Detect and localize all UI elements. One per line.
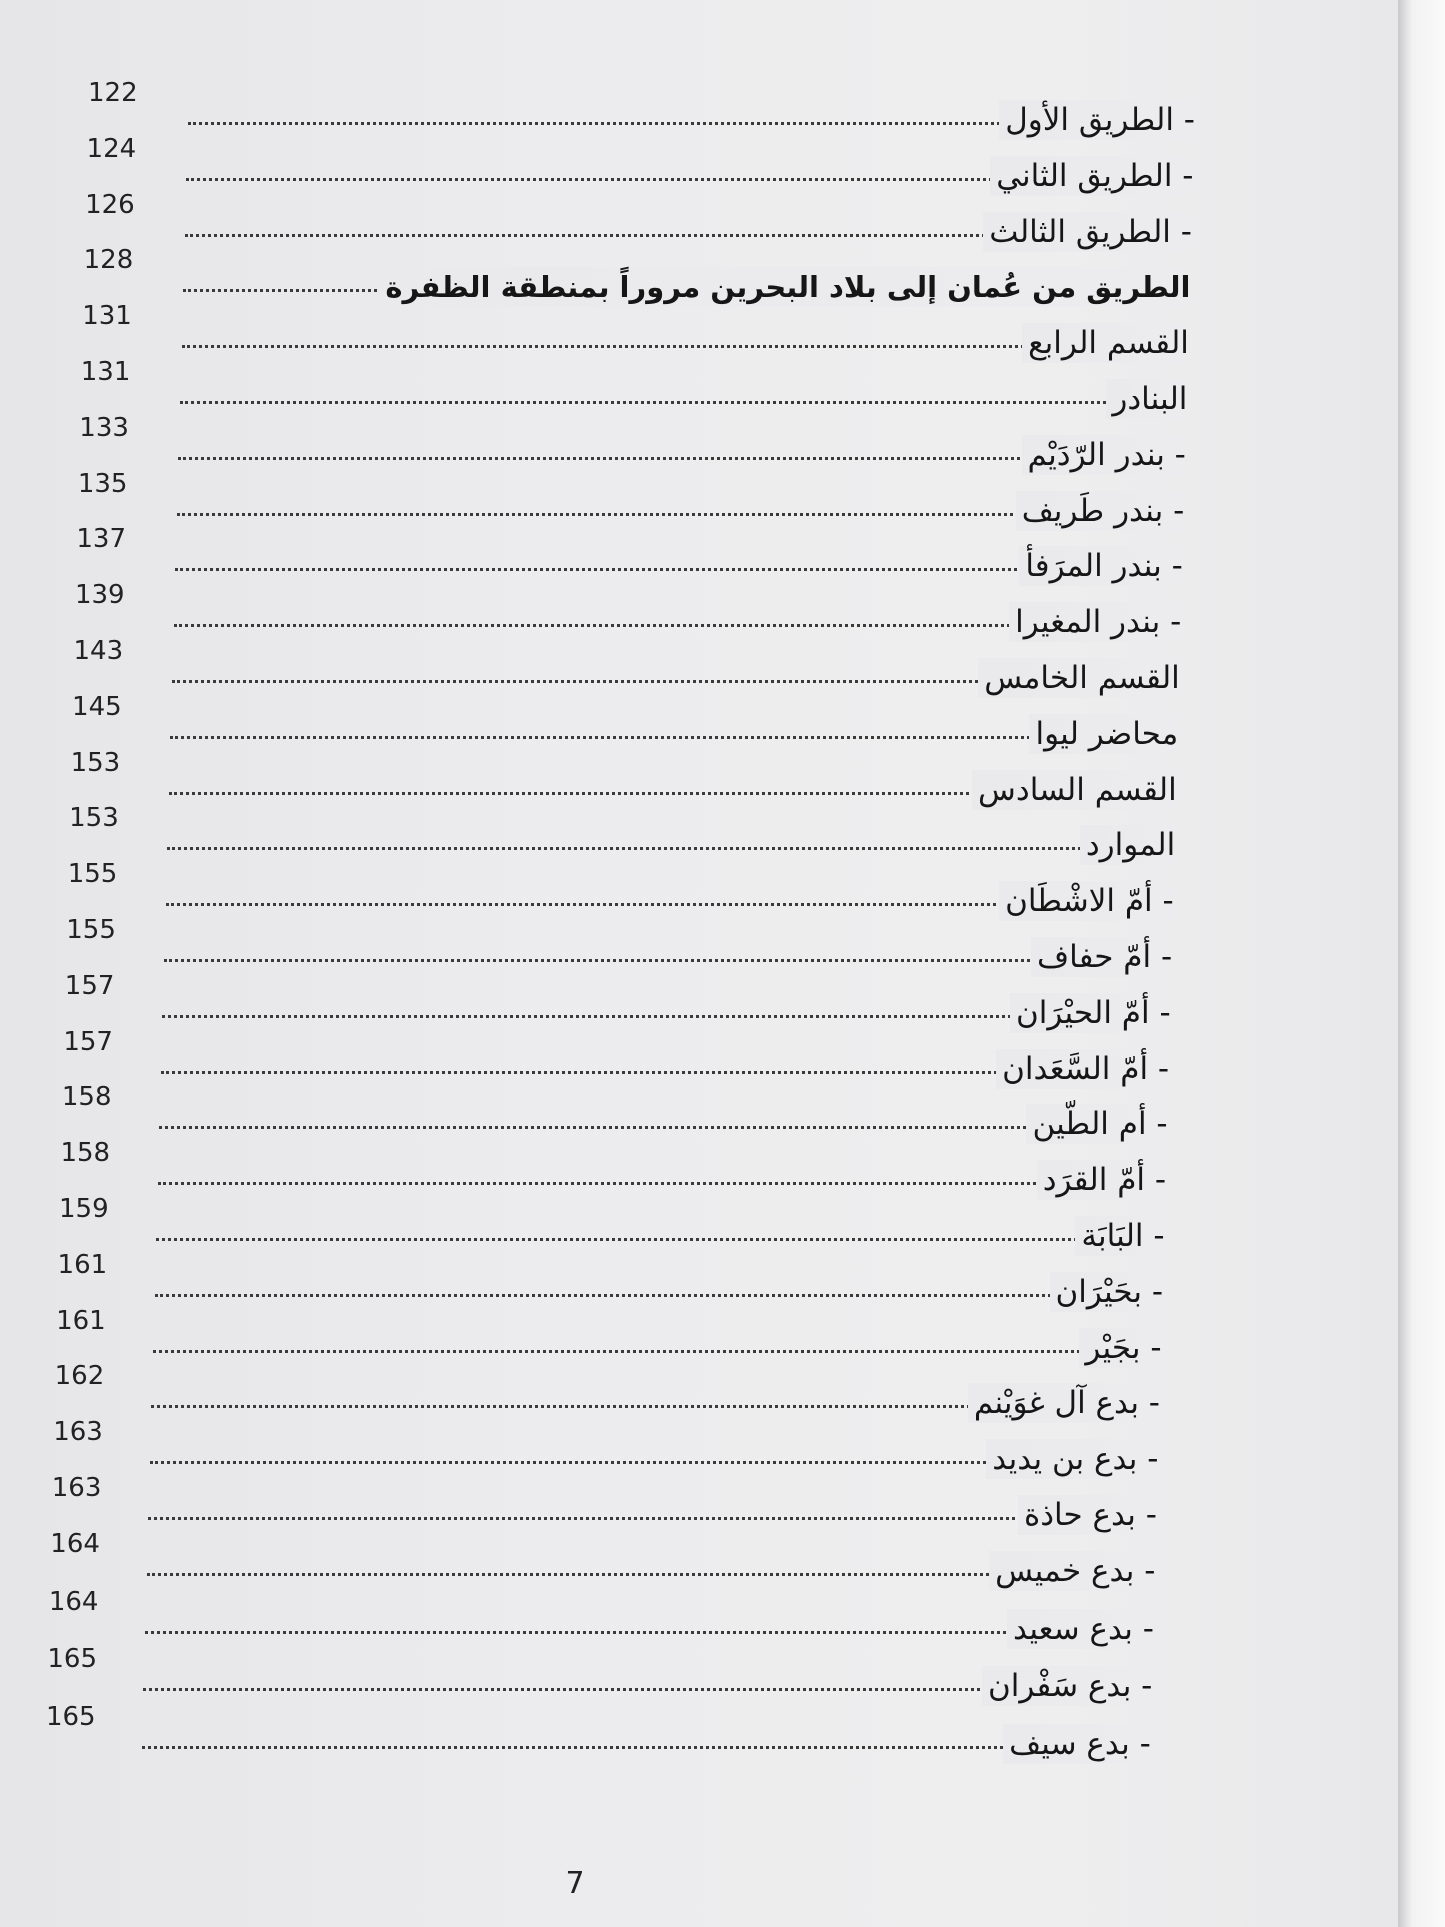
toc-dot-leader [150,1461,1119,1464]
toc-entry [0,189,1398,250]
toc-entry-title: - بدع سيف [1003,1724,1151,1764]
toc-entry-title: - أمّ الحيْرَان [1010,993,1171,1033]
toc-entry-title: - بندر الرّدَيْم [1022,435,1186,475]
toc-entry [0,301,1398,362]
toc-dot-leader [147,1573,1116,1576]
toc-entry-title: - بجَيْر [1079,1328,1161,1368]
toc-page-number: 137 [76,524,127,555]
toc-entry-title: - بدع حاذة [1018,1495,1157,1535]
toc-page-number: 163 [51,1473,102,1503]
toc-entry-title: - بندر طَريف [1016,491,1185,531]
toc-dot-leader [156,1238,1124,1241]
toc-entry [0,78,1398,138]
toc-entry [0,859,1398,920]
toc-entry-title: - بدع بن يديد [986,1439,1158,1479]
toc-dot-leader [153,1350,1122,1353]
toc-dot-leader [175,568,1143,571]
toc-page-number: 161 [57,1249,108,1280]
toc-page-number: 163 [53,1417,103,1448]
toc-entry [0,1528,1398,1589]
toc-dot-leader [170,736,1138,739]
toc-entry [0,133,1398,194]
toc-entry-title: - بحَيْرَان [1050,1272,1164,1312]
toc-entry-title: - أمّ حفاف [1031,937,1172,977]
toc-page-number: 158 [61,1082,112,1113]
toc-entry-title: - بدع سعيد [1007,1609,1154,1649]
toc-entry-title: - الطريق الأول [999,100,1195,140]
toc-entry-title: - البَابَة [1075,1216,1164,1256]
toc-dot-leader [158,1182,1126,1185]
toc-page-number: 157 [64,970,115,1001]
toc-entry [0,1586,1398,1647]
toc-dot-leader [145,1631,1114,1634]
toc-page-number: 153 [70,747,121,778]
toc-entry [0,580,1398,641]
toc-entry-title: الطريق من عُمان إلى بلاد البحرين مروراً بمنطقة الظفرة [379,267,1190,307]
toc-dot-leader [161,1071,1129,1074]
toc-entry-title: - أمّ السَّعَدان [996,1049,1169,1089]
toc-dot-leader [148,1517,1117,1520]
toc-entry-title: - أم الطّين [1026,1104,1167,1144]
toc-entry [0,468,1398,529]
toc-entry [0,1138,1398,1199]
toc-dot-leader [159,1126,1127,1129]
toc-entry-title: - الطريق الثالث [983,212,1192,252]
toc-dot-leader [174,624,1142,627]
toc-entry-title: القسم الخامس [978,658,1180,698]
toc-dot-leader [143,1688,1112,1691]
toc-page-number: 153 [69,803,119,834]
toc-page-number: 131 [82,301,132,332]
toc-entry [0,1026,1398,1087]
toc-entry [0,1417,1398,1478]
page-edge [1398,0,1445,1927]
toc-entry [0,1194,1398,1254]
toc-dot-leader [162,1015,1130,1018]
toc-entry [0,803,1398,864]
toc-entry [0,412,1398,473]
toc-dot-leader [164,959,1132,962]
toc-page-number: 133 [79,412,129,443]
toc-entry [0,1082,1398,1143]
toc-page-number: 131 [80,357,131,387]
toc-entry-title: - بندر المرَفأ [1019,546,1182,586]
toc-page-number: 155 [66,915,116,945]
toc-page-number: 157 [63,1026,113,1057]
toc-entry [0,636,1398,696]
toc-page-number: 128 [83,245,134,276]
toc-dot-leader [182,345,1149,348]
toc-page-number: 165 [47,1644,98,1675]
toc-dot-leader [166,903,1134,906]
toc-entry [0,1473,1398,1533]
page-number: 7 [565,1866,585,1901]
toc-entry [0,691,1398,752]
toc-entry-title: - أمّ الاشْطَان [999,881,1174,921]
toc-entry-title: - بندر المغيرا [1009,602,1181,642]
toc-entry-title: القسم الرابع [1022,323,1189,363]
toc-entry [0,245,1398,305]
toc-entry-title: - أمّ القرَد [1037,1160,1166,1200]
toc-page-number: 126 [85,189,135,220]
toc-entry-title: القسم السادس [972,770,1177,810]
toc-entry-title: الموارد [1080,825,1175,865]
toc-dot-leader [177,513,1145,516]
toc-page-number: 124 [86,133,137,164]
toc-entry [0,524,1398,585]
toc-dot-leader [167,847,1135,850]
toc-entry [0,1702,1398,1763]
toc-entry [0,1361,1398,1422]
toc-entry [0,747,1398,808]
toc-entry-title: محاضر ليوا [1029,714,1178,754]
toc-page-number: 159 [59,1194,109,1224]
toc-entry-title: - الطريق الثاني [990,156,1193,196]
toc-page-number: 155 [67,859,118,890]
toc-entry-title: - بدع آل غوَيْنم [968,1383,1160,1423]
toc-page-number: 143 [73,636,124,666]
toc-entry [0,1644,1398,1705]
toc-entry [0,357,1398,417]
toc-dot-leader [155,1294,1124,1297]
toc-page-number: 162 [54,1361,105,1392]
toc-page-number: 122 [88,78,138,108]
toc-page-number: 139 [74,580,125,611]
toc-dot-leader [178,457,1145,460]
toc-page-number: 145 [72,691,122,722]
toc-entry [0,970,1398,1031]
toc-dot-leader [142,1746,1111,1749]
toc-page-number: 165 [45,1702,96,1733]
table-of-contents [0,78,1398,1778]
toc-page-number: 164 [48,1586,99,1617]
toc-entry-title: - بدع خميس [989,1551,1155,1591]
toc-entry [0,915,1398,975]
toc-page-number: 161 [56,1305,106,1336]
toc-entry [0,1305,1398,1366]
toc-page-number: 158 [60,1138,111,1169]
toc-entry-title: - بدع سَفْران [982,1666,1152,1706]
toc-entry-title: البنادر [1106,379,1187,419]
toc-page-number: 135 [77,468,128,499]
toc-page-number: 164 [50,1528,100,1559]
toc-entry [0,1249,1398,1310]
toc-dot-leader [180,401,1147,404]
